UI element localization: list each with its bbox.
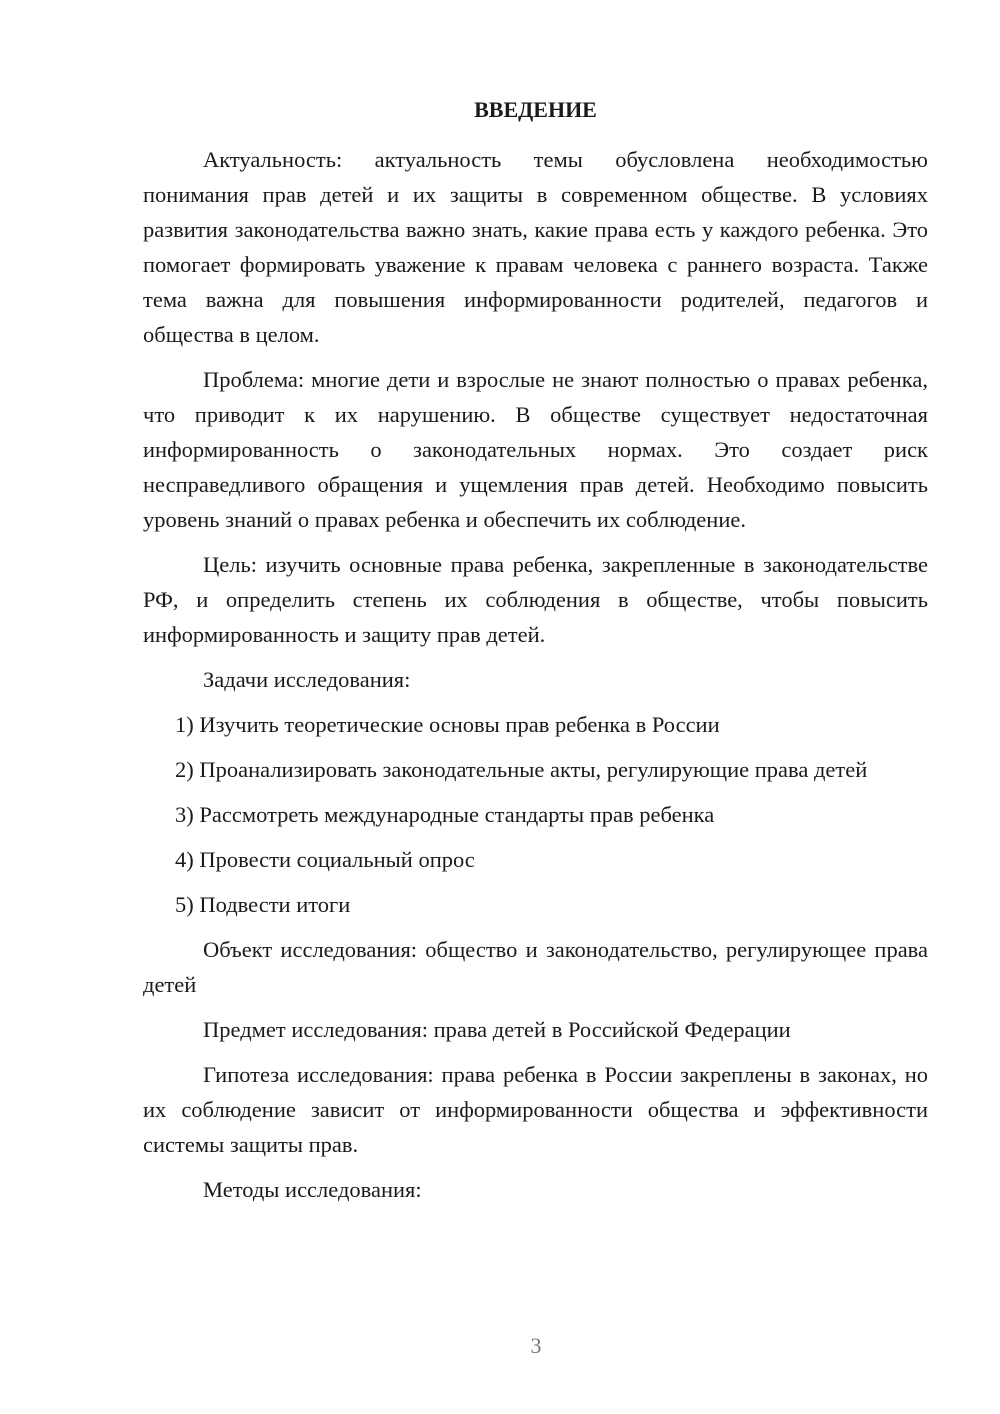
- task-item: 2) Проанализировать законодательные акты, регулирующие права детей: [175, 757, 868, 782]
- goal-paragraph: Цель: изучить основные права ребенка, закрепленные в законодательстве РФ, и определить степень их соблюдения в обществе, чтобы повысить информированность и защиту прав детей.: [143, 552, 928, 647]
- relevance-paragraph: Актуальность: актуальность темы обусловлена необходимостью понимания прав детей и их защиты в современном обществе. В условиях развития законодательства важно знать, какие права есть у каждого ребенка. Это помогает формировать уважение к правам человека с раннего возраста. Также тема важна для повышения информированности родителей, педагогов и общества в целом.: [143, 147, 928, 347]
- object-paragraph: Объект исследования: общество и законодательство, регулирующее права детей: [143, 937, 928, 997]
- page-number: 3: [530, 1333, 542, 1358]
- task-item: 3) Рассмотреть международные стандарты прав ребенка: [175, 802, 715, 827]
- task-item: 5) Подвести итоги: [175, 892, 351, 917]
- subject-paragraph: Предмет исследования: права детей в Российской Федерации: [203, 1017, 791, 1042]
- hypothesis-paragraph: Гипотеза исследования: права ребенка в России закреплены в законах, но их соблюдение зависит от информированности общества и эффективности системы защиты прав.: [143, 1062, 928, 1157]
- page-content: [143, 92, 928, 1217]
- methods-heading: Методы исследования:: [203, 1177, 422, 1202]
- tasks-heading: Задачи исследования:: [203, 667, 411, 692]
- problem-paragraph: Проблема: многие дети и взрослые не знают полностью о правах ребенка, что приводит к их нарушению. В обществе существует недостаточная информированность о законодательных нормах. Это создает риск несправедливого обращения и ущемления прав детей. Необходимо повысить уровень знаний о правах ребенка и обеспечить их соблюдение.: [143, 367, 928, 532]
- section-title: ВВЕДЕНИЕ: [474, 97, 597, 122]
- task-item: 1) Изучить теоретические основы прав ребенка в России: [175, 712, 720, 737]
- task-item: 4) Провести социальный опрос: [175, 847, 475, 872]
